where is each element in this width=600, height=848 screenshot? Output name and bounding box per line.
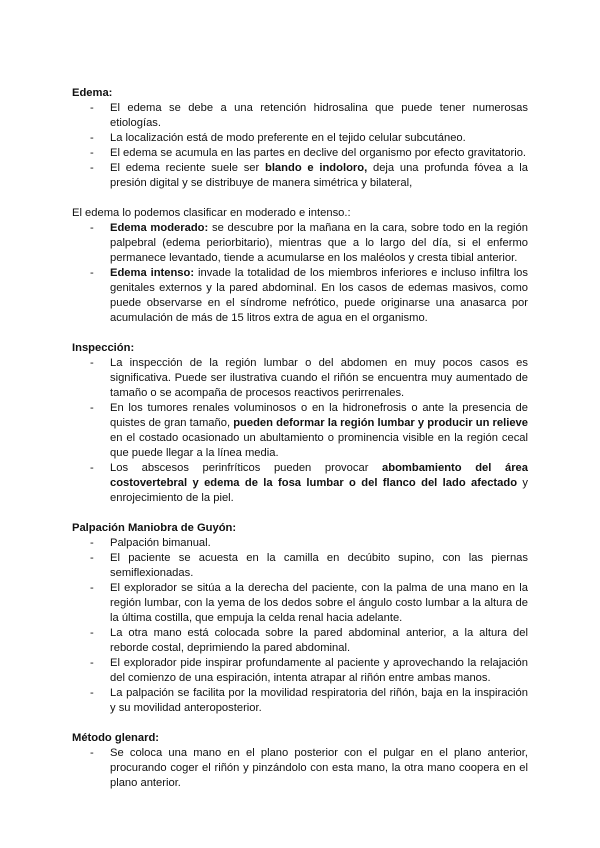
list-item: - El explorador se sitúa a la derecha del paciente, con la palma de una mano en la región lumbar, con la yema de los dedos sobre el ángulo costo lumbar a la altura de la última costilla, que empuja la celda renal hacia adelante. bbox=[90, 582, 528, 624]
list-item: - La otra mano está colocada sobre la pared abdominal anterior, a la altura del reborde costal, deprimiendo la pared abdominal. bbox=[90, 627, 528, 654]
section-title-edema: Edema: bbox=[72, 87, 113, 99]
section-title-inspeccion: Inspección: bbox=[72, 342, 135, 354]
list-item: - Edema moderado: se descubre por la mañana en la cara, sobre todo en la región palpebral (edema periorbitario), mientras que a lo largo del día, si el enfermo permanece levantado, tiende a acumularse en los maléolos y cresta tibial anterior. bbox=[90, 222, 528, 264]
list-item: - Edema intenso: invade la totalidad de los miembros inferiores e incluso infiltra los genitales externos y la pared abdominal. En los casos de edemas masivos, como puede observarse en el síndrome nefrótico, puede originarse una anasarca por acumulación de más de 15 litros extra de agua en el organismo. bbox=[90, 267, 528, 324]
clasificacion-list bbox=[72, 221, 528, 326]
list-item: - La inspección de la región lumbar o del abdomen en muy pocos casos es significativa. Puede ser ilustrativa cuando el riñón se encuentra muy aumentado de tamaño o se acompaña de procesos reactivos perirrenales. bbox=[90, 357, 528, 399]
list-item: - En los tumores renales voluminosos o en la hidronefrosis o ante la presencia de quistes de gran tamaño, pueden deformar la región lumbar y producir un relieve en el costado ocasionado un abultamiento o prominencia visible en la región cecal que puede llegar a la línea media. bbox=[90, 402, 528, 459]
dash-bullet: - bbox=[90, 552, 94, 564]
dash-bullet: - bbox=[90, 357, 94, 369]
dash-bullet: - bbox=[90, 267, 94, 279]
dash-bullet: - bbox=[90, 687, 94, 699]
bold-phrase: Edema moderado: bbox=[110, 222, 209, 234]
glenard-list bbox=[72, 746, 528, 791]
dash-bullet: - bbox=[90, 102, 94, 114]
section-glenard bbox=[72, 731, 528, 791]
dash-bullet: - bbox=[90, 657, 94, 669]
section-inspeccion bbox=[72, 341, 528, 506]
list-item: - La localización está de modo preferente en el tejido celular subcutáneo. bbox=[90, 132, 466, 144]
inspeccion-list bbox=[72, 356, 528, 506]
dash-bullet: - bbox=[90, 222, 94, 234]
list-item: - El edema reciente suele ser blando e indoloro, deja una profunda fóvea a la presión digital y se distribuye de manera simétrica y bilateral, bbox=[90, 162, 528, 189]
section-clasificacion bbox=[72, 206, 528, 326]
dash-bullet: - bbox=[90, 132, 94, 144]
section-title-glenard: Método glenard: bbox=[72, 732, 160, 744]
dash-bullet: - bbox=[90, 147, 94, 159]
dash-bullet: - bbox=[90, 537, 94, 549]
bold-phrase: blando e indoloro, bbox=[264, 162, 368, 174]
dash-bullet: - bbox=[90, 462, 94, 474]
section-palpacion bbox=[72, 521, 528, 716]
bold-phrase: pueden deformar la región lumbar y producir un relieve bbox=[233, 417, 528, 429]
list-item: - El paciente se acuesta en la camilla en decúbito supino, con las piernas semiflexionadas. bbox=[90, 552, 528, 579]
list-item: - El edema se acumula en las partes en declive del organismo por efecto gravitatorio. bbox=[90, 147, 527, 159]
list-item: - Se coloca una mano en el plano posterior con el pulgar en el plano anterior, procurando coger el riñón y pinzándolo con esta mano, la otra mano coopera en el plano anterior. bbox=[90, 747, 528, 789]
edema-list bbox=[72, 101, 528, 191]
bold-phrase: abombamiento del área costovertebral y edema de la fosa lumbar o del flanco del lado afectado bbox=[110, 462, 528, 489]
list-item: - El explorador pide inspirar profundamente al paciente y aprovechando la relajación del comienzo de una espiración, intenta atrapar al riñón entre ambas manos. bbox=[90, 657, 528, 684]
clasificacion-intro: El edema lo podemos clasificar en moderado e intenso.: bbox=[72, 207, 351, 219]
dash-bullet: - bbox=[90, 747, 94, 759]
section-title-palpacion: Palpación Maniobra de Guyón: bbox=[72, 522, 237, 534]
bold-phrase: Edema intenso: bbox=[110, 267, 195, 279]
dash-bullet: - bbox=[90, 402, 94, 414]
list-item: - El edema se debe a una retención hidrosalina que puede tener numerosas etiologías. bbox=[90, 102, 528, 129]
list-item: - Los abscesos perinfríticos pueden provocar abombamiento del área costovertebral y edema de la fosa lumbar o del flanco del lado afectado y enrojecimiento de la piel. bbox=[90, 462, 528, 504]
dash-bullet: - bbox=[90, 162, 94, 174]
section-edema bbox=[72, 86, 528, 191]
dash-bullet: - bbox=[90, 582, 94, 594]
list-item: - Palpación bimanual. bbox=[90, 537, 211, 549]
dash-bullet: - bbox=[90, 627, 94, 639]
list-item: - La palpación se facilita por la movilidad respiratoria del riñón, baja en la inspiración y su movilidad anteroposterior. bbox=[90, 687, 528, 714]
palpacion-list bbox=[72, 536, 528, 716]
